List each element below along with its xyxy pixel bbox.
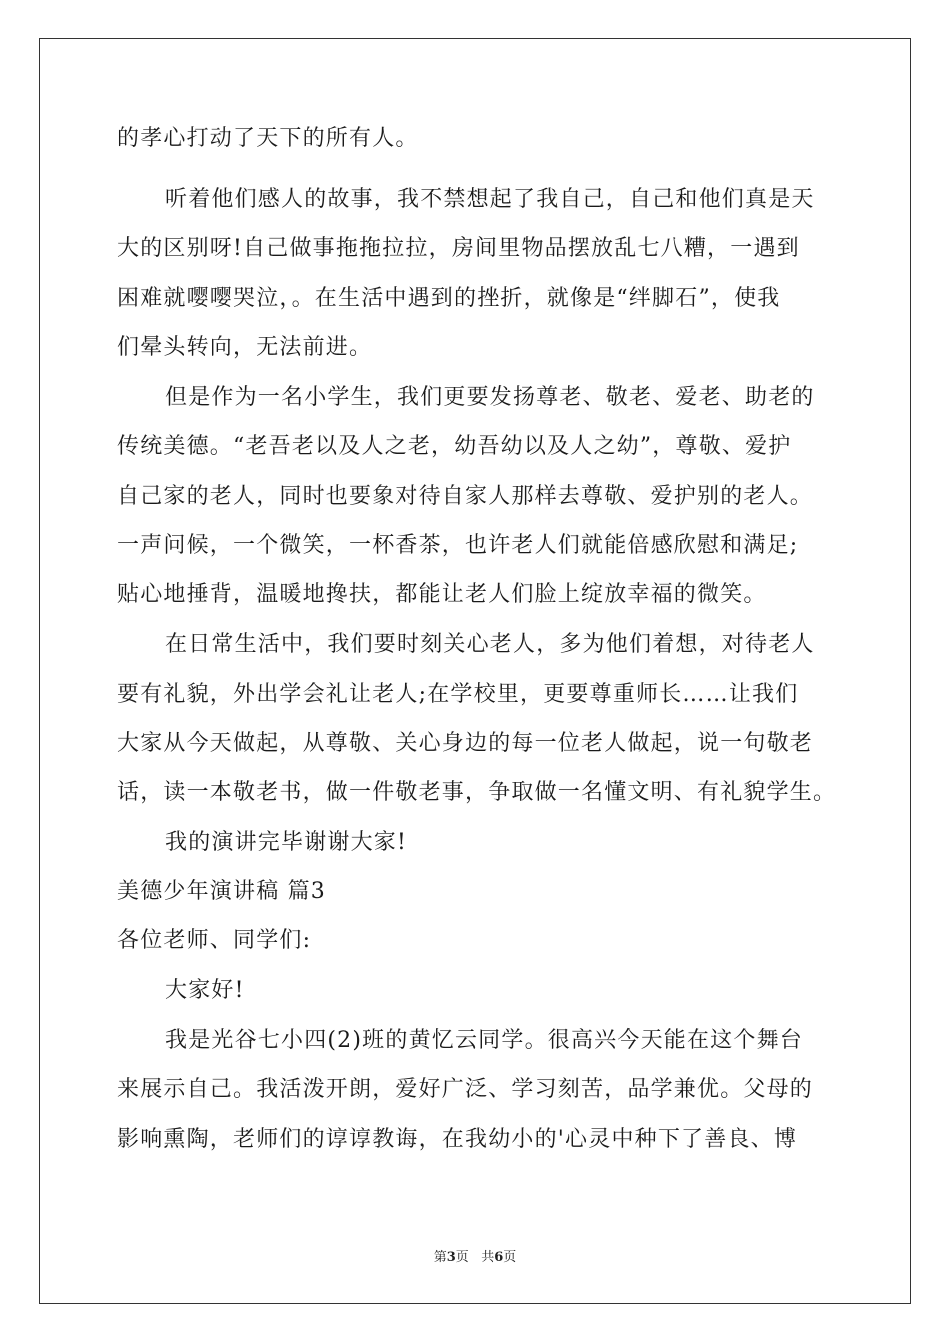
- text-line: 话，读一本敬老书，做一件敬老事，争取做一名懂文明、有礼貌学生。: [117, 780, 837, 805]
- total-page-count: 6: [494, 1250, 504, 1265]
- text-line: 影响熏陶，老师们的谆谆教诲，在我幼小的'心灵中种下了善良、博: [117, 1127, 798, 1152]
- page-border: [39, 38, 911, 1304]
- text-line: 来展示自己。我活泼开朗，爱好广泛、学习刻苦，品学兼优。父母的: [117, 1077, 814, 1102]
- footer-page-unit: 页: [455, 1250, 469, 1265]
- text-line: 们晕头转向，无法前进。: [117, 335, 373, 360]
- current-page-number: 3: [446, 1250, 456, 1265]
- text-line: 大的区别呀!自己做事拖拖拉拉，房间里物品摆放乱七八糟，一遇到: [117, 236, 800, 261]
- paragraph-first-line: 在日常生活中，我们要时刻关心老人，多为他们着想，对待老人: [165, 632, 815, 657]
- text-line: 自己家的老人，同时也要象对待自家人那样去尊敬、爱护别的老人。: [117, 484, 814, 509]
- paragraph-first-line: 但是作为一名小学生，我们更要发扬尊老、敬老、爱老、助老的: [165, 385, 815, 410]
- page-footer: [0, 1246, 950, 1265]
- footer-prefix: 第: [433, 1250, 447, 1265]
- paragraph-first-line: 听着他们感人的故事，我不禁想起了我自己，自己和他们真是天: [165, 187, 815, 212]
- text-line: 困难就嘤嘤哭泣，。在生活中遇到的挫折，就像是“绊脚石”，使我: [117, 286, 781, 311]
- text-line: 要有礼貌，外出学会礼让老人;在学校里，更要尊重师长……让我们: [117, 682, 799, 707]
- footer-total-prefix: 共: [481, 1250, 495, 1265]
- salutation: 各位老师、同学们:: [117, 928, 312, 953]
- text-line: 的孝心打动了天下的所有人。: [117, 126, 419, 151]
- text-line: 传统美德。“老吾老以及人之老，幼吾幼以及人之幼”，尊敬、爱护: [117, 434, 792, 459]
- text-line: 大家从今天做起，从尊敬、关心身边的每一位老人做起，说一句敬老: [117, 731, 814, 756]
- section-title: 美德少年演讲稿 篇3: [117, 879, 326, 904]
- text-line: 贴心地捶背，温暖地搀扶，都能让老人们脸上绽放幸福的微笑。: [117, 582, 767, 607]
- footer-total-unit: 页: [503, 1250, 517, 1265]
- text-line: 一声问候，一个微笑，一杯香茶，也许老人们就能倍感欣慰和满足;: [117, 533, 799, 558]
- greeting: 大家好!: [165, 978, 245, 1003]
- paragraph-first-line: 我是光谷七小四(2)班的黄忆云同学。很高兴今天能在这个舞台: [165, 1028, 803, 1053]
- closing-line: 我的演讲完毕谢谢大家!: [165, 830, 408, 855]
